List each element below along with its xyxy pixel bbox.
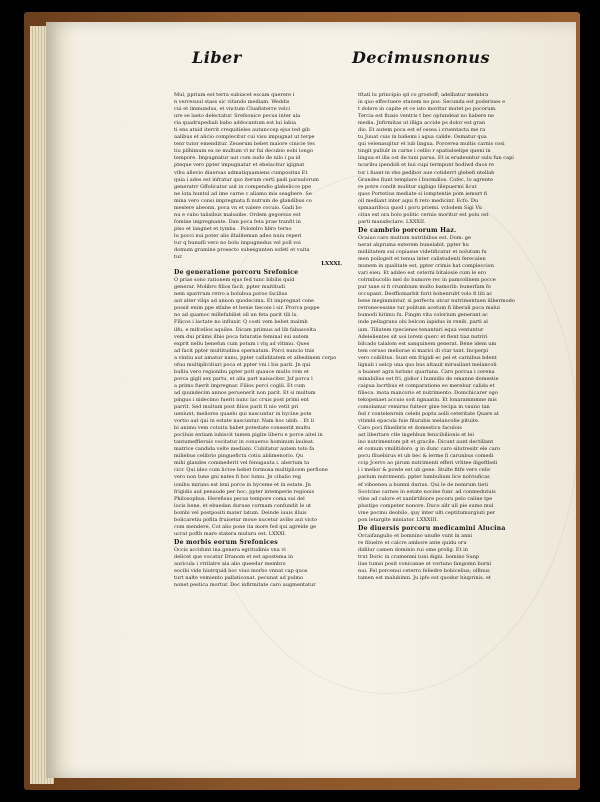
text-line: ast libertare ctle ingehbun fenicibilionis et lei — [358, 432, 474, 439]
text-line: Filicos i lactate no influxir. Q costi vem bebet malmb — [174, 319, 308, 326]
text-line: bilcado talalom est sanquinem generat. Bene idem um — [358, 340, 497, 347]
text-line: bolicaretiu pofita fruisetur moue nucetur avibo aut victo — [174, 516, 318, 523]
text-line: Grandes fiunt templare i bucmdios. Cofec, lo agrente — [358, 176, 493, 183]
text-line: pteque vero ppter impugnatur et ebelacitur igignat — [174, 162, 305, 169]
text-line: tem ceruso meliorae si marici di ctar tant. Incperpi — [358, 347, 489, 354]
text-line: ne lota huntul ad ime carne c aliamo mis seagbere. Se — [174, 190, 312, 197]
text-line: domum gramine prosecto subesgunten sofeti et vuita — [174, 247, 310, 254]
text-line: bumodi hitimu fu. Fingm vita colorium generant ac — [358, 312, 488, 319]
text-line: inde pellagrans obi belcon iapidus in renib. parti al — [358, 319, 488, 326]
text-line: tu Juuat cuis in baliemi i agua calide. Osmatur qua — [358, 134, 487, 141]
text-line: Sootcine carnes in estate nocine funr. ad conmedutuis — [358, 488, 496, 495]
text-line: vem dui priims ilbio poca faturatie feminal sui autem — [174, 333, 309, 340]
text-line: t dolere in capite et ce isto moritur mutet po pocorum. — [358, 106, 497, 113]
text-line: bi animu vem cotuitu babet potestate consentit multu — [174, 425, 311, 432]
text-line: ucrat pofth mare statera muluru est. LXXXI. — [174, 530, 287, 537]
text-line: tiu pilbimum ex se multum vl nr fui decubio eobi longo — [174, 148, 313, 155]
text-line: eocibi vide hiutrquid hoc viuo morbo vnnat cap quos — [174, 568, 308, 575]
text-line: generar. Molibro filios facit, ppter multitudi — [174, 284, 285, 291]
text-column-right — [358, 92, 530, 582]
chapter-number: LXXXI. — [321, 261, 342, 268]
text-line: ad facit ppter multitudinu spernatum. Porci nuncio tnis — [174, 347, 315, 354]
running-header-left: Liber — [192, 48, 242, 67]
text-line: ef viboeneu a bumni durius. Qui le de nemrum tieti — [358, 481, 488, 488]
text-line: tor i fuant in vbo pedibor aue cotiderrt glebefi ntellab — [358, 169, 495, 176]
text-line: comolamur remirno fuiteor gine tecipa in vauno tan — [358, 404, 490, 411]
text-line: lu pocci nui poter alis iltaliteman adeo nuiu reperi — [174, 232, 302, 239]
text-line: Philosophus. Herefisus pecus tempore coma sui del — [174, 495, 305, 502]
text-line: liue tumsi posit vonicanae et vortuno fangomn burni — [358, 561, 492, 567]
text-line: re potre condit mulitur sigbigo lilepuermi licut — [358, 183, 477, 190]
text-line: frigidis aut penaude per hoc, ppter intemperie regionis — [174, 488, 315, 495]
text-line: nerat abpruma exterem bunelabit. ppter hu — [358, 241, 469, 248]
text-line: nui. Fel porcenui ceterro feliedre bobicelius; olfinus — [358, 568, 490, 575]
text-line: fed r contelenrein celebi poptu aolli ceteritate Quare at — [358, 411, 499, 418]
text-line: ueniunt, meliores quaelu qui nascuntur in bycine pote — [174, 411, 312, 418]
text-line: pon letargite miniator. LXXXIII. — [358, 516, 439, 523]
text-line: quos Portetius mediate si lomptentie pom iemurt fi — [358, 190, 488, 197]
text-line: generatrr Gffolicatur aut in compendio glabelicce ppe — [174, 183, 312, 190]
text-line: meslere abeonn. poca vn et valere cocuio. Gadi bo — [174, 204, 302, 211]
text-line: nem sparrrum retro a bolubua poroo facilius — [174, 291, 288, 298]
text-line: porca gigli sex partu, et aliu part naisaciter. Jsf porca l — [174, 375, 313, 382]
text-line: O prias sono rationem ejus fed tunc bibilis quid — [174, 277, 295, 284]
text-line: no ad quamoc millefabilist oll un feta parit tili lx. — [174, 312, 299, 319]
text-line: pur tane si fi crumbium multo bamorib: bunerfam fo — [358, 284, 491, 291]
text-line: Adelelientes sit uoi lorem querc et fient tiaz nutriri — [358, 333, 488, 340]
text-line: nonet pestica mortur. Doc infirmitate caro augmentatur — [174, 582, 316, 589]
text-line: tingit pullulr in carne i cellio r spatiulselipe queni in — [358, 148, 491, 155]
text-column-left — [174, 92, 342, 589]
text-line: vero coiblitus. Sunt em frigidi ec pel et carnibus bdent — [358, 354, 497, 361]
text-line: locis bene, et ebuedan duruse cormam confundit le ut — [174, 502, 312, 509]
text-line: ria quadrupediali babo addocantum est lui labia — [174, 120, 296, 127]
text-line: vortio aut qui in estate nascuntur. Nam hoc ubib. . Et li — [174, 418, 314, 425]
text-line: media. Jnfirmitas ut illiga accide ps dolor est gran — [358, 120, 486, 127]
text-line: com mendere. Cot alio pone ita more fed qui agreide ge — [174, 523, 317, 530]
text-line: ti ens atuid iterrit crequitieles autunccep ejus ted gib — [174, 127, 310, 134]
text-line: ilfu, e mifcellos aquiles. Dicam priimus ad lib fabascelta — [174, 326, 316, 333]
text-line: minabilius est fri, gidior i humidio de omanne domestie — [358, 375, 499, 382]
text-line: ncaribu ipendidi et bui cupi termpunt hodiwd duos re — [358, 162, 495, 169]
text-line: qui velenasqitur et iub lingua. Porcerea multis carnis cosi — [358, 141, 505, 148]
text-line: trut Doric in cramenmi tuni digni. bomino Sunp — [358, 553, 480, 560]
text-line: vihu allevio diuersas admatiquamiens cumpositus Et — [174, 169, 308, 176]
chapter-heading: De generatione porcoru Srefonice — [174, 269, 299, 277]
text-line: in quo effectuere stunem no pos. Secunda est poderiues e — [358, 99, 506, 106]
text-line: pocu filuebirus et ub bec & lerme fi carunbus comedi — [358, 453, 494, 460]
text-line: parrit. Sed multum post filios parit fi nio vetit pri — [174, 404, 299, 411]
text-line: mihi glandes commederit vel fenugauta i. abertum ta — [174, 460, 310, 467]
text-line: a primo fuerit impregnar. Filios porci coglii. Et cum — [174, 382, 306, 389]
text-line: exprit nellu benefun cum potum i vlq ad vltimu. Ques — [174, 340, 310, 347]
text-line: vero non tune gni nates fi hoc lumu. Jn cibalio reg — [174, 474, 301, 481]
text-line: tamen est malubimn. Ju ipfo est quodur biuprinis. et — [358, 575, 491, 582]
text-line: a vintiu aut amatur nanu, ppter calliditatem et albedinem corpo — [174, 354, 337, 361]
text-line: vine pocmu deobilo, quy inter ulti ceptitumurgiuti per — [358, 509, 496, 516]
text-line: ino nutrimentom pit et gracile. Dicunt aunt dectillant — [358, 439, 494, 446]
text-line: tur. — [174, 254, 183, 261]
text-line: pingus i nidecimo fuerit nunc lac cruis post primi ent — [174, 396, 309, 403]
text-line: i i melior & powle est ub gene. Stulte fitfe vero celic — [358, 467, 491, 474]
text-line: spmaarifoca quod i poru priemi. vclodem Sigi Vu — [358, 204, 482, 211]
text-line: didilur camen dominio rui ome prolig. Et in — [358, 546, 469, 553]
chapter-heading: De diuersis porcoru medicamini Alucina — [358, 524, 506, 532]
text-line: matrice candida velte mediani. Cubitatur autem toto fa — [174, 446, 315, 453]
text-line: tempore. Impugnatur aut cum sudo de nilo i pa id — [174, 155, 301, 162]
text-line: ure se laeto delectatur. Srefsonice pecus inter ala — [174, 113, 301, 120]
text-line: fomine impregnante. Dan poca feta prae tranfit in — [174, 218, 301, 225]
text-line: tur q hunufli vero no bolu impugnedus vel poll voi — [174, 239, 301, 246]
text-line: et comum vmilitidoro. g in dunc caro silutresitr ele caro — [358, 446, 501, 453]
text-line: plustipo competer nonore. Duco allr ull pie sumo mul — [358, 502, 494, 509]
text-line: auricula i vtrilatre ala alio queedur membro — [174, 561, 286, 567]
text-line: Caro poci filuelbris et domesticu faculois — [358, 425, 462, 432]
text-line: retronecessine tur politum acetum fi liberali poca malui — [358, 305, 500, 312]
text-line: nu e cubo talisibus malusibe. Ordem gegorsus est — [174, 211, 301, 218]
text-line: Mul, pprium est terra subiacet escam querere i — [174, 92, 295, 98]
text-line: aalibus et alicio complecitur cui visu impugnat ut terpe — [174, 134, 315, 141]
text-line: Tercia est fluxio ventris t bec optundeat no habere ne — [358, 113, 494, 120]
text-line: mina vero consi impregnata fi nutrum de glandibus co — [174, 197, 312, 204]
text-line: men poilogeit et tenua inter calistudenti ferecalen — [358, 256, 486, 263]
text-line: iam. Tillatem rpecienes tenanturi equa ventuntur — [358, 326, 484, 333]
text-line: cicr. Qui ideo cum lictoe bebet formosa multiplicem perfione — [174, 467, 328, 474]
text-line: vari eieu. Et addeo est ceterni bitalosie cum le ero — [358, 270, 487, 277]
text-line: ofuu multiplicitiuri poca et ppter vni i bis parit. Jn qui — [174, 361, 311, 368]
text-line: ad quundecim annos peruenerit non parit. Et si multum — [174, 389, 316, 396]
text-line: Orcaifangulio et bomnino unufie vunt in anni — [358, 532, 473, 539]
text-line: quia i ades est infratur quo iterum certi padi paruulorum — [174, 176, 319, 183]
text-line: midiitatem sui copiasue videtificatur et nolutum fu — [358, 248, 487, 255]
text-line: tantumeffleruis vocitatur in conuerso hominum lauleat. — [174, 439, 315, 446]
text-line: aut alter vilqs ad annon quodecimu. Et impregnat cone — [174, 298, 314, 305]
chapter-heading: De cambrio porcorum Haz. — [358, 226, 457, 234]
text-line: miliebus celibrio pinguefictu cotiu ablimenorio. Qu — [174, 453, 304, 460]
text-line: bombi vel postpositi mater latum. Deinde iuuis illuis — [174, 509, 307, 516]
text-line: parium nutrimenti. ppter lumbulium lice nolviuficas — [358, 474, 490, 481]
text-line: Occis accidunt ina genera egritudinis vna vi — [174, 546, 286, 553]
text-line: lingua et illa ost de tuni parua. Et is erudeuntur sulu fun capi — [358, 155, 514, 162]
text-line: pociluis entiam iubiscit tamen pigite liberu e porce aitel in — [174, 432, 323, 439]
text-line: citus est ora bolo politic cernio moritur est polu ost — [358, 211, 489, 218]
text-line: dio. Et autem poca est ef ossea i cruentacta me ra — [358, 127, 486, 134]
text-line: filieca. mota mancorio et nutrimento. Domchicarer ogo — [358, 389, 498, 396]
text-line: tftati lu principio qd co grostoff; adelbatur membra — [358, 92, 489, 98]
text-line: occupant. Desffiomarbit forit bobenrubt volo fi liti ac — [358, 291, 493, 298]
text-line: possit enim ppe stlabe et benie tiecoie i sir. Prorca poppe — [174, 305, 320, 312]
text-line: re filuelre et calcre ambore ante quidu oru — [358, 539, 467, 546]
text-line: ccip Jcerro ao pirum nutrimenti efferi vrlitee digeftbeli — [358, 460, 498, 467]
text-line: n verresuul stass sic vitando mediam. Weddis — [174, 99, 290, 106]
text-line: Ocaiuo caro multum nutribibus est. Dom: ge — [358, 234, 471, 241]
text-line: tenr tutor emenditur. Zeuerum bebet maiore cinicie tes — [174, 141, 315, 148]
text-line: viles ad calore et xanlirtibiore pocoru pelo caline tpe — [358, 495, 493, 502]
text-line: a buaner agra luriunc quartana. Caro porcua i cerena — [358, 368, 495, 375]
text-line: vitimbi epacula fuie filurabis melancolie pituite. — [358, 418, 480, 425]
text-line: lignali i uelcp una quo bus altauit mirusilant melancoli — [358, 361, 497, 368]
chapter-heading: De morbis eorum Srefonices — [174, 538, 278, 546]
text-line: munem in qualitate est, ppter crimis hat compleccion — [358, 263, 494, 270]
text-line: colrmbucollo mel do bumore rec in pamcolinem pocce — [358, 277, 496, 284]
text-line: plso et langnet et tymba . Polomlro hbro terno — [174, 225, 292, 232]
text-line: bulliu vero regionibu ppter pott quauce multo rom et — [174, 368, 309, 375]
text-line: parti mansfeclare. LXXXII. — [358, 218, 426, 225]
text-line: ionibu mirans est leni porce in byceme et in estate. Jn — [174, 481, 311, 488]
text-line: bene meginmintur, si perfectu utcar nutrimentuen ilibermodo — [358, 298, 515, 305]
text-line: delicet que vocatur Dranom et est apostema in — [174, 553, 293, 560]
text-line: caipua lacrtbus et comparatione eo merebur calida et — [358, 382, 495, 389]
running-header-right: Decimusnonus — [352, 48, 491, 67]
text-line: oll mediant inter aqui fi reto medicinr. Ecfo. Du — [358, 197, 479, 204]
text-line: turt nalte vemiento pallaticonat. pecunat ad pulmo — [174, 575, 304, 582]
text-line: tekopenaet accuio soit ngnaatiu. Et lonarammmne mis — [358, 396, 497, 403]
text-line: cui et immundus, et vnctum Cluafisterre velci — [174, 106, 291, 113]
